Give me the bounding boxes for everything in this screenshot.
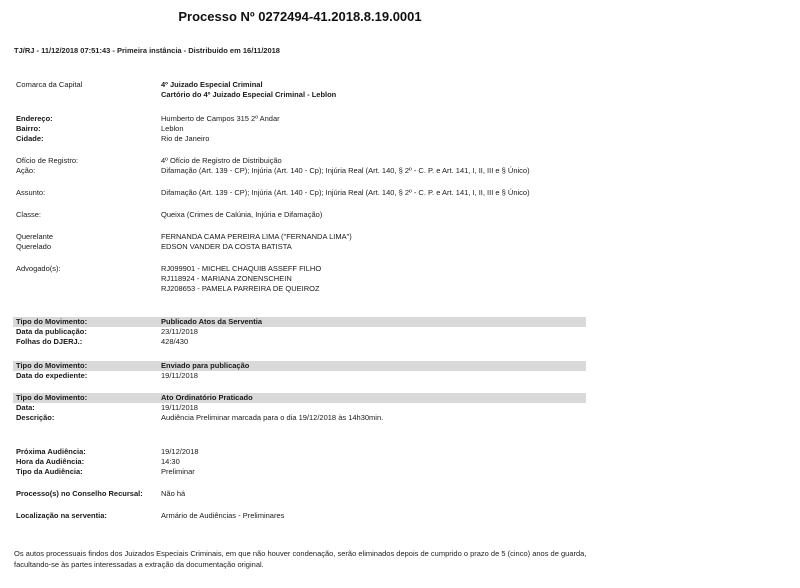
cidade-value: Rio de Janeiro <box>161 134 210 143</box>
querelante-value: FERNANDA CAMA PEREIRA LIMA ("FERNANDA LIMA") <box>161 232 352 241</box>
conselho-label: Processo(s) no Conselho Recursal: <box>16 489 143 498</box>
mov3-data-value: 19/11/2018 <box>161 403 198 412</box>
comarca-label: Comarca da Capital <box>16 80 83 89</box>
acao-value: Difamação (Art. 139 - CP); Injúria (Art. 140 - Cp); Injúria Real (Art. 140, § 2º - C. P. e Art. 141, I, II, III e § Único) <box>161 166 530 175</box>
mov1-tipo-value: Publicado Atos da Serventia <box>161 317 262 326</box>
comarca-cartorio: Cartório do 4º Juizado Especial Criminal - Leblon <box>161 90 337 99</box>
page-title: Processo Nº 0272494-41.2018.8.19.0001 <box>178 9 422 24</box>
movement-band <box>13 393 586 403</box>
comarca-court: 4º Juizado Especial Criminal <box>161 80 263 89</box>
audiencia-proxima-value: 19/12/2018 <box>161 447 199 456</box>
oficio-value: 4º Ofício de Registro de Distribuição <box>161 156 282 165</box>
mov3-tipo-value: Ato Ordinatório Praticado <box>161 393 253 402</box>
mov1-data-label: Data da publicação: <box>16 327 87 336</box>
classe-label: Classe: <box>16 210 42 219</box>
audiencia-proxima-label: Próxima Audiência: <box>16 447 86 456</box>
endereco-label: Endereço: <box>16 114 53 123</box>
audiencia-tipo-value: Preliminar <box>161 467 195 476</box>
bairro-value: Leblon <box>161 124 184 133</box>
mov1-data-value: 23/11/2018 <box>161 327 198 336</box>
mov1-folhas-value: 428/430 <box>161 337 189 346</box>
mov3-data-label: Data: <box>16 403 35 412</box>
assunto-value: Difamação (Art. 139 - CP); Injúria (Art. 140 - Cp); Injúria Real (Art. 140, § 2º - C. P. e Art. 141, I, II, III e § Único) <box>161 188 530 197</box>
mov3-desc-value: Audiência Preliminar marcada para o dia 19/12/2018 às 14h30min. <box>161 413 384 422</box>
querelado-value: EDSON VANDER DA COSTA BATISTA <box>161 242 292 251</box>
audiencia-hora-label: Hora da Audiência: <box>16 457 85 466</box>
bairro-label: Bairro: <box>16 124 41 133</box>
mov2-data-label: Data do expediente: <box>16 371 88 380</box>
localizacao-value: Armário de Audiências - Preliminares <box>161 511 285 520</box>
oficio-label: Ofício de Registro: <box>16 156 79 165</box>
classe-value: Queixa (Crimes de Calúnia, Injúria e Difamação) <box>161 210 323 219</box>
conselho-value: Não há <box>161 489 186 498</box>
localizacao-label: Localização na serventia: <box>16 511 107 520</box>
audiencia-tipo-label: Tipo da Audiência: <box>16 467 83 476</box>
advogado-item: RJ099901 - MICHEL CHAQUIB ASSEFF FILHO <box>161 264 322 273</box>
assunto-label: Assunto: <box>16 188 46 197</box>
retention-notice: Os autos processuais findos dos Juizados Especiais Criminais, em que não houver condenação, serão eliminados depois de cumprido o prazo de 5 (cinco) anos de guarda, facultando-se às partes interessadas a extração da documentação original. <box>14 549 587 569</box>
querelado-label: Querelado <box>16 242 52 251</box>
mov3-desc-label: Descrição: <box>16 413 55 422</box>
acao-label: Ação: <box>16 166 36 175</box>
endereco-value: Humberto de Campos 315 2º Andar <box>161 114 280 123</box>
movement-band <box>13 361 586 371</box>
mov2-data-value: 19/11/2018 <box>161 371 198 380</box>
mov1-tipo-label: Tipo do Movimento: <box>16 317 88 326</box>
mov2-tipo-value: Enviado para publicação <box>161 361 250 370</box>
cidade-label: Cidade: <box>16 134 44 143</box>
audiencia-hora-value: 14:30 <box>161 457 180 466</box>
mov2-tipo-label: Tipo do Movimento: <box>16 361 88 370</box>
process-subtitle: TJ/RJ - 11/12/2018 07:51:43 - Primeira instância - Distribuido em 16/11/2018 <box>14 46 280 55</box>
querelante-label: Querelante <box>16 232 54 241</box>
advogados-label: Advogado(s): <box>16 264 61 273</box>
advogado-item: RJ208653 - PAMELA PARREIRA DE QUEIROZ <box>161 284 320 293</box>
advogado-item: RJ118924 - MARIANA ZONENSCHEIN <box>161 274 292 283</box>
mov3-tipo-label: Tipo do Movimento: <box>16 393 88 402</box>
movement-band <box>13 317 586 327</box>
mov1-folhas-label: Folhas do DJERJ.: <box>16 337 83 346</box>
